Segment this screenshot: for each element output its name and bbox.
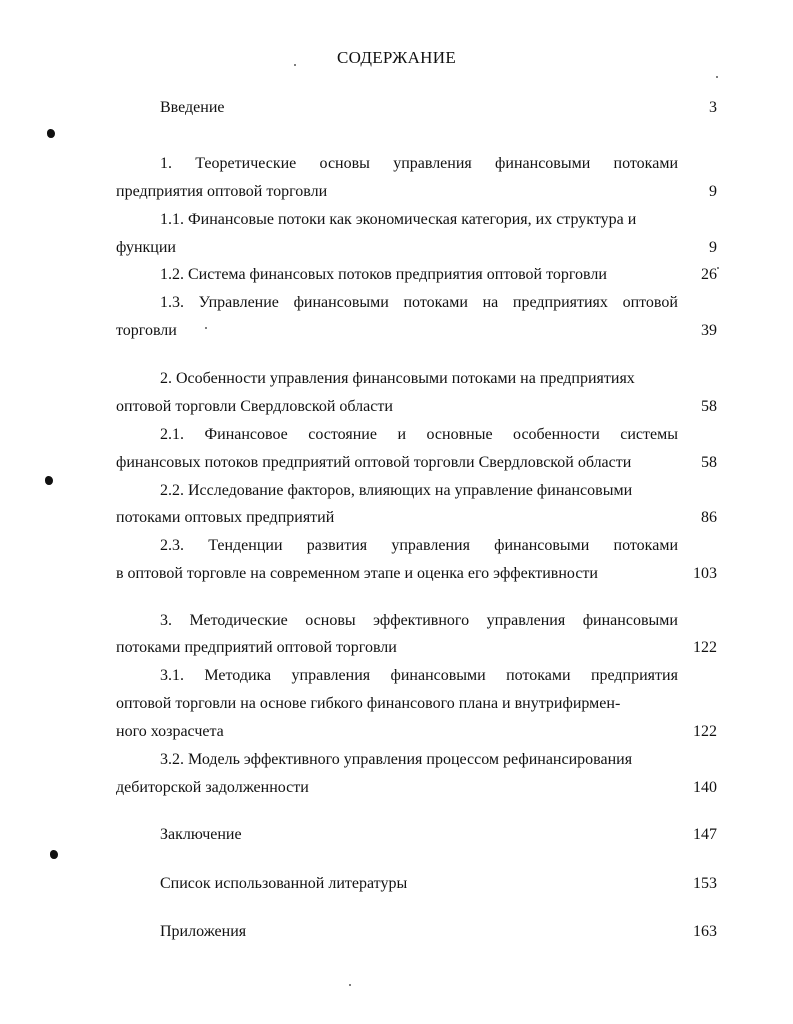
toc-ch3-line1: 3. Методические основы эффективного управления финансовыми [160,612,678,629]
scan-speck [294,64,296,66]
toc-s13-page: 39 [701,322,717,339]
binder-hole-mark [50,850,58,859]
toc-s12-page: 26 [701,266,717,283]
toc-s21-line2: финансовых потоков предприятий оптовой торговли Свердловской области [116,454,632,471]
toc-s11-line2: функции [116,239,176,256]
toc-references-page: 153 [693,875,717,892]
binder-hole-mark [45,476,53,485]
binder-hole-mark [47,129,55,138]
toc-s11-line1: 1.1. Финансовые потоки как экономическая категория, их структура и [160,211,637,228]
toc-s22-line1: 2.2. Исследование факторов, влияющих на управление финансовыми [160,482,633,499]
scan-speck [716,76,718,78]
toc-conclusion-page: 147 [693,826,717,843]
scan-speck [717,267,719,269]
toc-ch2-line1: 2. Особенности управления финансовыми потоками на предприятиях [160,370,635,387]
toc-conclusion-label: Заключение [160,826,242,843]
toc-intro-label: Введение [160,99,225,116]
toc-intro-page: 3 [709,99,717,116]
toc-appendix-page: 163 [693,923,717,940]
toc-s21-line1: 2.1. Финансовое состояние и основные особенности системы [160,426,678,443]
toc-s32-line2: дебиторской задолженности [116,779,309,796]
toc-references-label: Список использованной литературы [160,875,408,892]
toc-s32-line1: 3.2. Модель эффективного управления процессом рефинансирования [160,751,633,768]
toc-s13-line1: 1.3. Управление финансовыми потоками на предприятиях оптовой [160,294,678,311]
toc-ch1-line1: 1. Теоретические основы управления финансовыми потоками [160,155,678,172]
toc-s13-line2: торговли [116,322,177,339]
toc-s11-page: 9 [709,239,717,256]
toc-s12-label: 1.2. Система финансовых потоков предприятия оптовой торговли [160,266,607,283]
toc-s31-line3: ного хозрасчета [116,723,224,740]
toc-s31-page: 122 [693,723,717,740]
toc-s31-line1: 3.1. Методика управления финансовыми потоками предприятия [160,667,678,684]
toc-s32-page: 140 [693,779,717,796]
toc-ch3-line2: потоками предприятий оптовой торговли [116,639,397,656]
toc-s22-line2: потоками оптовых предприятий [116,509,335,526]
scan-speck [205,327,207,329]
page-title: СОДЕРЖАНИЕ [336,48,457,67]
toc-s21-page: 58 [701,454,717,471]
toc-ch2-line2: оптовой торговли Свердловской области [116,398,393,415]
toc-ch2-page: 58 [701,398,717,415]
toc-ch1-page: 9 [709,183,717,200]
scan-speck [349,984,351,986]
toc-appendix-label: Приложения [160,923,247,940]
toc-s23-line2: в оптовой торговле на современном этапе и оценка его эффективности [116,565,598,582]
toc-s23-page: 103 [693,565,717,582]
toc-s31-line2: оптовой торговли на основе гибкого финансового плана и внутрифирмен- [116,695,621,712]
toc-ch1-line2: предприятия оптовой торговли [116,183,328,200]
toc-ch3-page: 122 [693,639,717,656]
toc-s23-line1: 2.3. Тенденции развития управления финансовыми потоками [160,537,678,554]
toc-s22-page: 86 [701,509,717,526]
